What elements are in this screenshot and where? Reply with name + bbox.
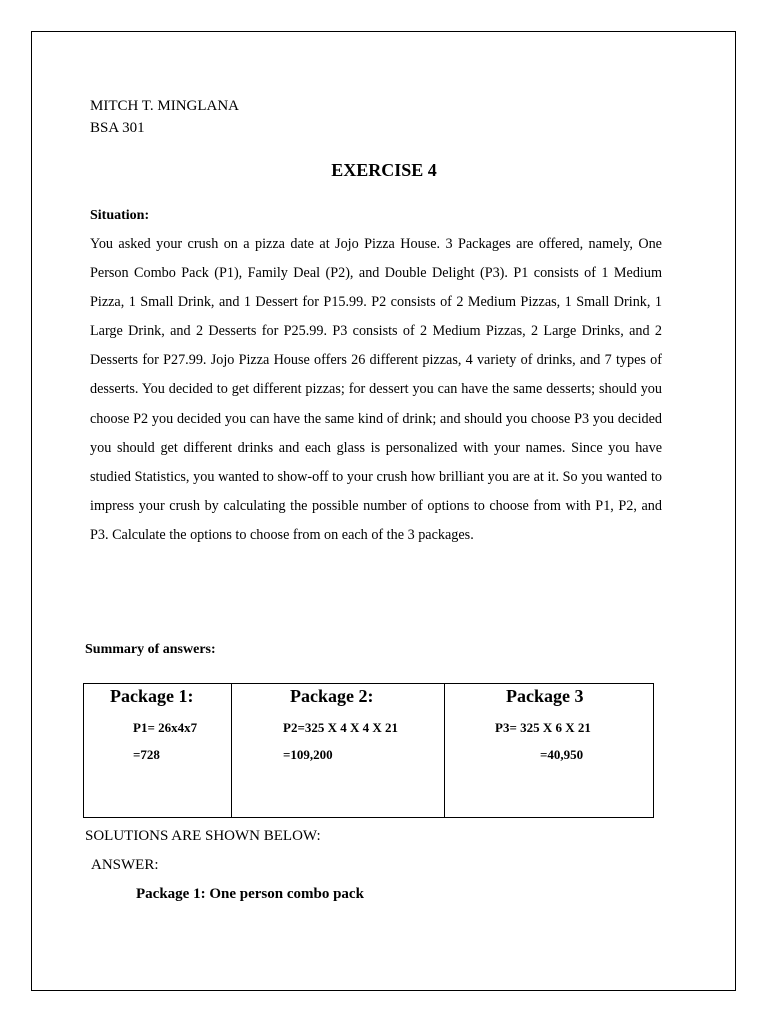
package-2-result: =109,200 bbox=[283, 747, 333, 762]
package-1-formula: P1= 26x4x7 bbox=[133, 720, 198, 735]
situation-paragraph: You asked your crush on a pizza date at Jojo Pizza House. 3 Packages are offered, namely, One Person Combo Pack (P1), Family Deal (P2), and Double Delight (P3). P1 consists of 1 Medium Pizza, 1 Small Drink, and 1 Dessert for P15.99. P2 consists of 2 Medium Pizzas, 1 Small Drink, 1 Large Drink, and 2 Desserts for P25.99. P3 consists of 2 Medium Pizzas, 2 Large Drinks, and 2 Desserts for P27.99. Jojo Pizza House offers 26 different pizzas, 4 variety of drinks, and 7 types of desserts. You decided to get different pizzas; for dessert you can have the same desserts; should you choose P2 you decided you can have the same kind of drink; and should you choose P3 you decided you should get different drinks and each glass is personalized with your names. Since you have studied Statistics, you wanted to show-off to your crush how brilliant you are at it. So you wanted to impress your crush by calculating the possible number of options to choose from with P1, P2, and P3. Calculate the options to choose from on each of the 3 packages. bbox=[90, 236, 662, 543]
document-title: EXERCISE 4 bbox=[331, 160, 437, 180]
package-3-cell bbox=[445, 684, 654, 817]
package-3-heading: Package 3 bbox=[506, 686, 584, 706]
package-1-result: =728 bbox=[133, 747, 160, 762]
summary-label: Summary of answers: bbox=[85, 642, 216, 657]
package-1-cell bbox=[84, 684, 232, 817]
package-3-result: =40,950 bbox=[540, 747, 584, 762]
solutions-label: SOLUTIONS ARE SHOWN BELOW: bbox=[85, 828, 321, 844]
situation-label: Situation: bbox=[90, 208, 150, 223]
author-name: MITCH T. MINGLANA bbox=[90, 98, 240, 114]
package-2-cell bbox=[232, 684, 445, 817]
answer-label: ANSWER: bbox=[91, 857, 159, 873]
course-code: BSA 301 bbox=[90, 120, 145, 136]
package-1-solution-heading: Package 1: One person combo pack bbox=[136, 886, 364, 902]
summary-table bbox=[83, 683, 654, 818]
package-2-heading: Package 2: bbox=[290, 686, 374, 706]
package-3-formula: P3= 325 X 6 X 21 bbox=[495, 720, 591, 735]
package-1-heading: Package 1: bbox=[110, 686, 194, 706]
package-2-formula: P2=325 X 4 X 4 X 21 bbox=[283, 720, 399, 735]
